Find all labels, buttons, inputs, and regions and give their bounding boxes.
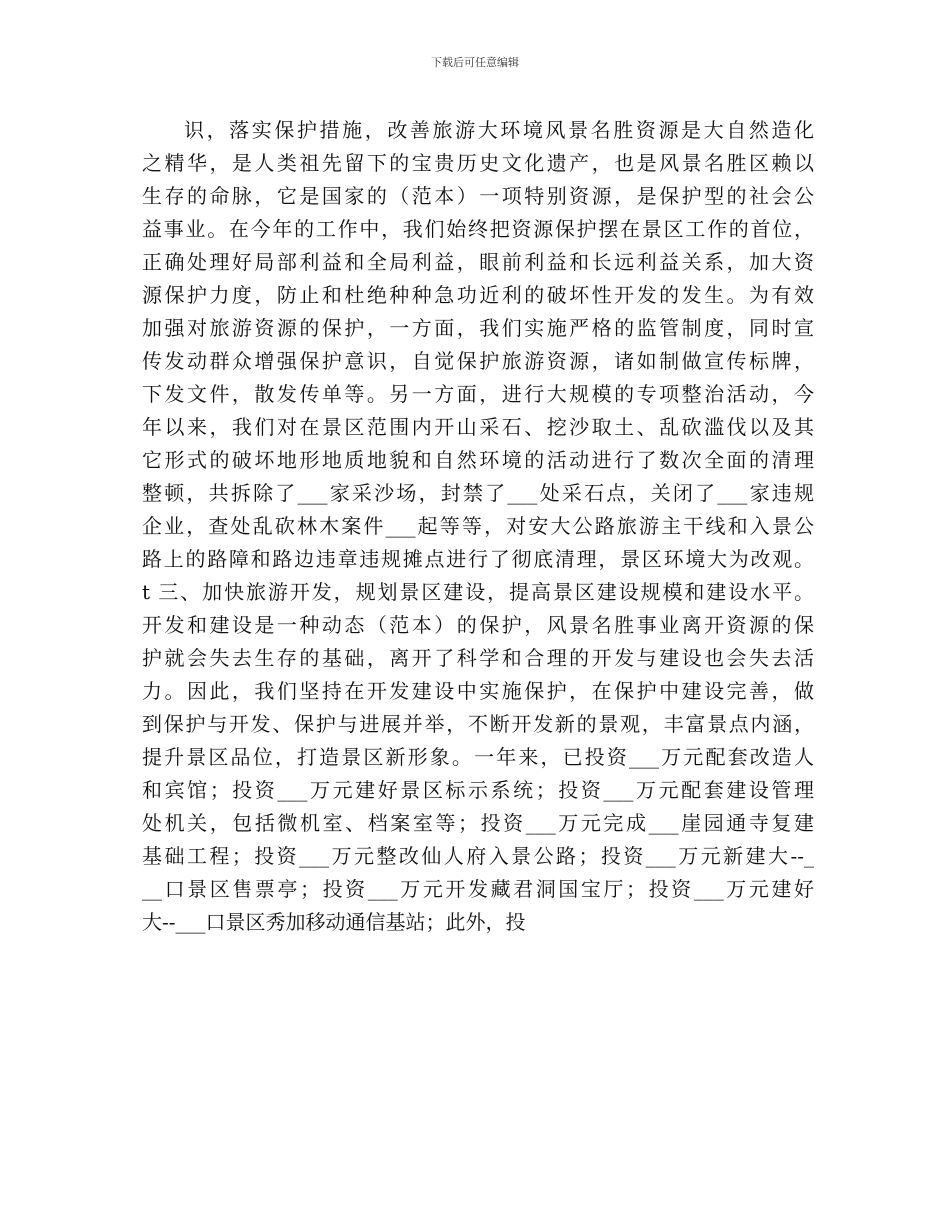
text-line-10: 年以来，我们对在景区范围内开山采石、挖沙取土、乱砍滥伐以及其 <box>142 415 814 439</box>
text-line-7: 加强对旅游资源的保护，一方面，我们实施严格的监管制度，同时宣 <box>142 316 814 340</box>
text-line-25: 大--___口景区秀加移动通信基站；此外，投 <box>142 910 526 934</box>
text-line-19: 到保护与开发、保护与进展并举，不断开发新的景观，丰富景点内涵， <box>142 712 814 736</box>
text-line-2: 之精华，是人类祖先留下的宝贵历史文化遗产，也是风景名胜区赖以 <box>142 151 814 175</box>
text-line-14: 路上的路障和路边违章违规摊点进行了彻底清理，景区环境大为改观。 <box>142 547 814 571</box>
text-line-11: 它形式的破坏地形地质地貌和自然环境的活动进行了数次全面的清理 <box>142 448 814 472</box>
text-line-1: 识，落实保护措施，改善旅游大环境风景名胜资源是大自然造化 <box>184 118 814 142</box>
page-header: 下载后可任意编辑 <box>431 56 519 69</box>
text-line-12: 整顿，共拆除了___家采沙场，封禁了___处采石点，关闭了___家违规 <box>142 481 814 505</box>
text-line-13: 企业，查处乱砍林木案件___起等等，对安大公路旅游主干线和入景公 <box>142 514 814 538</box>
text-line-9: 下发文件，散发传单等。另一方面，进行大规模的专项整治活动，今 <box>142 382 814 406</box>
text-line-21: 和宾馆；投资___万元建好景区标示系统；投资___万元配套建设管理 <box>142 778 814 802</box>
text-line-18: 力。因此，我们坚持在开发建设中实施保护，在保护中建设完善，做 <box>142 679 814 703</box>
text-line-5: 正确处理好局部利益和全局利益，眼前利益和长远利益关系，加大资 <box>142 250 814 274</box>
text-line-16: 开发和建设是一种动态（范本）的保护，风景名胜事业离开资源的保 <box>142 613 814 637</box>
text-line-22: 处机关，包括微机室、档案室等；投资___万元完成___崖园通寺复建 <box>142 811 814 835</box>
text-line-8: 传发动群众增强保护意识，自觉保护旅游资源，诸如制做宣传标牌， <box>142 349 814 373</box>
text-line-24: __口景区售票亭；投资___万元开发藏君洞国宝厅；投资___万元建好 <box>142 877 814 901</box>
body-text <box>142 114 814 939</box>
text-line-17: 护就会失去生存的基础，离开了科学和合理的开发与建设也会失去活 <box>142 646 814 670</box>
text-line-6: 源保护力度，防止和杜绝种种急功近利的破坏性开发的发生。为有效 <box>142 283 814 307</box>
text-line-20: 提升景区品位，打造景区新形象。一年来，已投资___万元配套改造人 <box>142 745 814 769</box>
text-line-15: t 三、加快旅游开发，规划景区建设，提高景区建设规模和建设水平。 <box>142 580 814 604</box>
text-line-23: 基础工程；投资___万元整改仙人府入景公路；投资___万元新建大--_ <box>142 844 814 868</box>
text-line-4: 益事业。在今年的工作中，我们始终把资源保护摆在景区工作的首位， <box>142 217 814 241</box>
text-line-3: 生存的命脉，它是国家的（范本）一项特别资源，是保护型的社会公 <box>142 184 814 208</box>
